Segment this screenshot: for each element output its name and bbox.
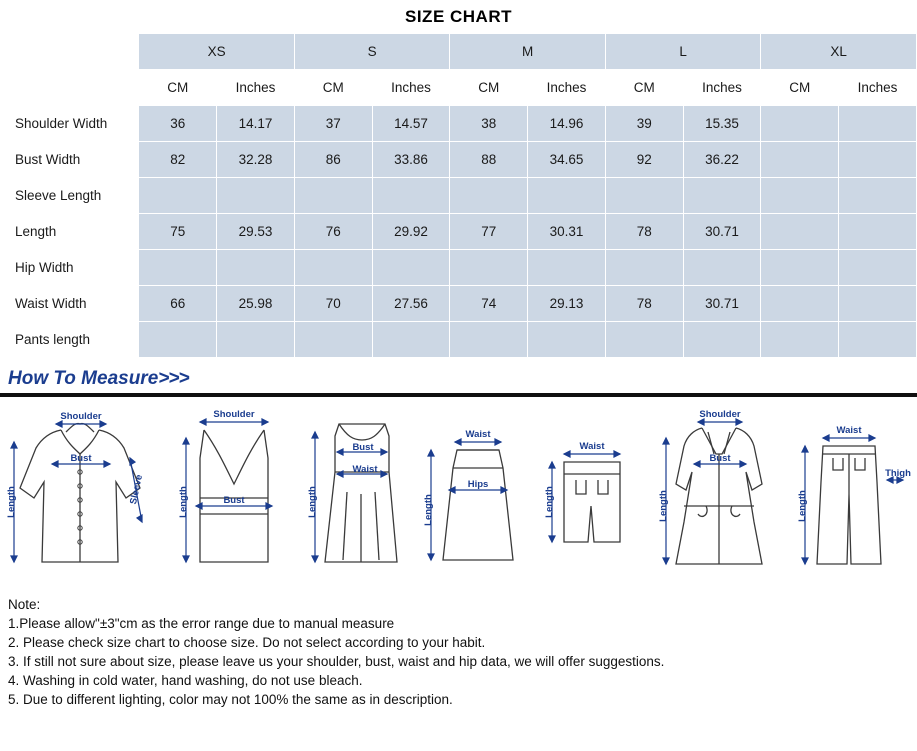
cell: 36.22 — [683, 142, 761, 178]
svg-text:Length: Length — [797, 490, 808, 522]
cell: 70 — [294, 286, 372, 322]
svg-text:Bust: Bust — [708, 453, 731, 464]
cell — [683, 178, 761, 214]
arrows-icon: >>> — [158, 368, 189, 389]
row-label: Pants length — [1, 322, 139, 358]
cell — [217, 250, 295, 286]
svg-text:Length: Length — [6, 486, 17, 518]
cell — [761, 322, 839, 358]
size-header-s: S — [294, 34, 449, 70]
size-header-xl: XL — [761, 34, 917, 70]
table-row — [1, 142, 917, 178]
figure-blouse — [6, 402, 166, 587]
unit-header-cm-s: CM — [294, 70, 372, 106]
notes-heading: Note: — [8, 597, 41, 612]
svg-text:Shoulder: Shoulder — [212, 409, 255, 420]
note-line: 2. Please check size chart to choose size. Do not select according to your habit. — [8, 635, 486, 650]
cell: 88 — [450, 142, 528, 178]
cell: 32.28 — [217, 142, 295, 178]
row-label: Waist Width — [1, 286, 139, 322]
cell: 82 — [139, 142, 217, 178]
notes-section — [0, 587, 917, 709]
cell: 34.65 — [528, 142, 606, 178]
cell — [372, 250, 450, 286]
cell — [839, 286, 917, 322]
unit-header-cm-l: CM — [605, 70, 683, 106]
cell: 92 — [605, 142, 683, 178]
cell — [761, 286, 839, 322]
cell: 74 — [450, 286, 528, 322]
cell — [372, 322, 450, 358]
cell — [761, 178, 839, 214]
how-to-measure-section — [0, 364, 917, 587]
figure-tank-top — [174, 402, 294, 587]
figure-shorts — [536, 402, 646, 587]
how-to-measure-text: How To Measure — [8, 368, 159, 389]
cell — [761, 106, 839, 142]
figure-skirt — [419, 402, 529, 587]
measure-figures — [0, 397, 917, 587]
unit-header-cm-xl: CM — [761, 70, 839, 106]
cell — [761, 142, 839, 178]
cell — [839, 142, 917, 178]
svg-text:Length: Length — [422, 494, 434, 526]
cell: 29.13 — [528, 286, 606, 322]
corner-cell — [1, 34, 139, 70]
cell — [839, 250, 917, 286]
cell — [450, 250, 528, 286]
cell: 25.98 — [217, 286, 295, 322]
unit-corner-cell — [1, 70, 139, 106]
cell — [450, 322, 528, 358]
size-header-xs: XS — [139, 34, 294, 70]
cell — [839, 214, 917, 250]
how-to-measure-heading — [0, 364, 917, 393]
cell — [139, 322, 217, 358]
row-label: Length — [1, 214, 139, 250]
unit-header-in-l: Inches — [683, 70, 761, 106]
size-header-l: L — [605, 34, 760, 70]
cell: 76 — [294, 214, 372, 250]
row-label: Bust Width — [1, 142, 139, 178]
cell — [683, 322, 761, 358]
svg-text:Thigh: Thigh — [885, 468, 911, 479]
cell: 14.17 — [217, 106, 295, 142]
cell: 86 — [294, 142, 372, 178]
cell: 30.31 — [528, 214, 606, 250]
svg-text:Length: Length — [177, 486, 189, 518]
table-row — [1, 214, 917, 250]
unit-header-in-m: Inches — [528, 70, 606, 106]
note-line: 4. Washing in cold water, hand washing, do not use bleach. — [8, 673, 363, 688]
cell — [294, 178, 372, 214]
table-row — [1, 178, 917, 214]
cell — [839, 106, 917, 142]
table-row — [1, 322, 917, 358]
cell — [450, 178, 528, 214]
cell — [217, 322, 295, 358]
svg-text:Sleeve: Sleeve — [128, 473, 146, 506]
svg-text:Shoulder: Shoulder — [698, 409, 741, 420]
svg-text:Length: Length — [544, 486, 555, 518]
cell — [605, 250, 683, 286]
cell — [683, 250, 761, 286]
cell: 37 — [294, 106, 372, 142]
cell: 15.35 — [683, 106, 761, 142]
cell — [528, 322, 606, 358]
cell — [761, 214, 839, 250]
table-header-sizes — [1, 34, 917, 70]
cell: 30.71 — [683, 286, 761, 322]
svg-text:Hips: Hips — [467, 479, 488, 490]
row-label: Hip Width — [1, 250, 139, 286]
svg-text:Length: Length — [657, 490, 669, 522]
cell — [605, 322, 683, 358]
row-label: Shoulder Width — [1, 106, 139, 142]
note-line: 3. If still not sure about size, please leave us your shoulder, bust, waist and hip data, we will offer suggestions. — [8, 654, 665, 669]
cell — [839, 322, 917, 358]
svg-text:Shoulder: Shoulder — [60, 411, 102, 422]
table-row — [1, 250, 917, 286]
table-header-units — [1, 70, 917, 106]
size-chart-table — [0, 33, 917, 358]
svg-text:Bust: Bust — [222, 495, 245, 506]
cell: 30.71 — [683, 214, 761, 250]
svg-text:Waist: Waist — [836, 425, 862, 436]
unit-header-in-s: Inches — [372, 70, 450, 106]
cell: 78 — [605, 214, 683, 250]
size-header-m: M — [450, 34, 605, 70]
cell — [217, 178, 295, 214]
cell: 38 — [450, 106, 528, 142]
cell: 14.96 — [528, 106, 606, 142]
cell: 66 — [139, 286, 217, 322]
cell — [139, 178, 217, 214]
figure-coat — [654, 402, 784, 587]
cell — [761, 250, 839, 286]
svg-text:Waist: Waist — [579, 441, 605, 452]
note-line: 1.Please allow"±3"cm as the error range due to manual measure — [8, 616, 395, 631]
cell: 75 — [139, 214, 217, 250]
cell: 27.56 — [372, 286, 450, 322]
cell: 77 — [450, 214, 528, 250]
note-line: 5. Due to different lighting, color may not 100% the same as in description. — [8, 692, 453, 707]
cell: 29.53 — [217, 214, 295, 250]
page-title: SIZE CHART — [405, 7, 512, 26]
table-row — [1, 286, 917, 322]
svg-text:Waist: Waist — [352, 464, 378, 475]
svg-text:Length: Length — [307, 486, 318, 518]
cell — [839, 178, 917, 214]
table-row — [1, 106, 917, 142]
cell — [139, 250, 217, 286]
cell — [605, 178, 683, 214]
figure-dress — [301, 402, 411, 587]
cell: 33.86 — [372, 142, 450, 178]
cell: 14.57 — [372, 106, 450, 142]
cell: 29.92 — [372, 214, 450, 250]
row-label: Sleeve Length — [1, 178, 139, 214]
unit-header-cm-xs: CM — [139, 70, 217, 106]
figure-pants — [791, 402, 911, 587]
cell: 36 — [139, 106, 217, 142]
cell — [294, 250, 372, 286]
svg-text:Bust: Bust — [352, 442, 374, 453]
cell — [528, 178, 606, 214]
unit-header-in-xs: Inches — [217, 70, 295, 106]
cell — [528, 250, 606, 286]
svg-text:Waist: Waist — [465, 429, 490, 440]
cell: 78 — [605, 286, 683, 322]
cell — [294, 322, 372, 358]
unit-header-cm-m: CM — [450, 70, 528, 106]
unit-header-in-xl: Inches — [839, 70, 917, 106]
cell: 39 — [605, 106, 683, 142]
svg-text:Bust: Bust — [70, 453, 92, 464]
cell — [372, 178, 450, 214]
